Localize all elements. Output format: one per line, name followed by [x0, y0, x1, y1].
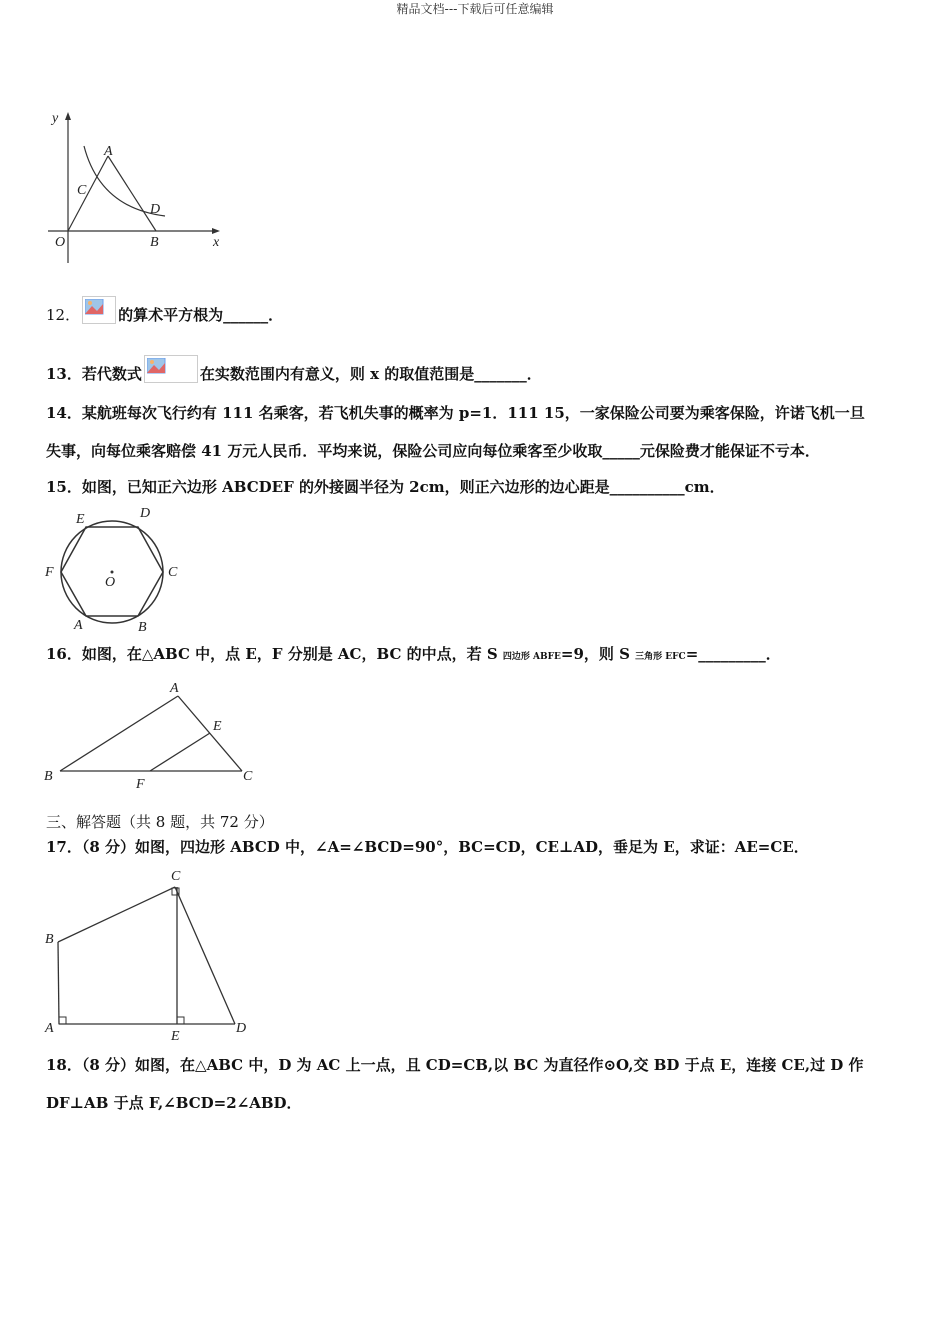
- page-header: 精品文档---下载后可任意编辑: [396, 2, 554, 16]
- label-A: A: [74, 618, 83, 633]
- label-O: O: [55, 235, 66, 250]
- label-B: B: [44, 769, 53, 784]
- label-F: F: [45, 565, 54, 580]
- q16-part1: 16．如图，在△ABC 中，点 E，F 分别是 AC，BC 的中点，若 S: [46, 645, 503, 663]
- q13-number: 13．若代数式: [46, 365, 142, 383]
- question-16: [46, 643, 781, 664]
- label-D: D: [150, 202, 161, 217]
- label-D: D: [236, 1021, 247, 1036]
- label-C: C: [171, 869, 181, 884]
- q16-part3: =_________．: [685, 645, 781, 663]
- figure-hyperbola: [40, 108, 230, 268]
- figure-triangle: [40, 676, 270, 796]
- label-B: B: [150, 235, 159, 250]
- question-12: [46, 296, 283, 325]
- section-heading: 三、解答题（共 8 题，共 72 分）: [46, 813, 274, 831]
- label-B: B: [138, 620, 147, 633]
- label-E: E: [76, 512, 85, 527]
- q16-part2: =9，则 S: [560, 645, 636, 663]
- label-E: E: [171, 1029, 180, 1044]
- label-F: F: [136, 777, 145, 792]
- label-D: D: [140, 506, 151, 521]
- label-O: O: [105, 575, 116, 590]
- image-placeholder-icon: [82, 296, 116, 324]
- figure-quadrilateral: [40, 862, 260, 1044]
- label-A: A: [45, 1021, 54, 1036]
- label-E: E: [213, 719, 222, 734]
- label-A: A: [170, 681, 179, 696]
- q12-text: 的算术平方根为______．: [118, 306, 284, 324]
- q12-number: 12．: [46, 306, 81, 324]
- question-14-line2: 失事，向每位乘客赔偿 41 万元人民币．平均来说，保险公司应向每位乘客至少收取_____元保险费才能保证不亏本．: [46, 442, 820, 460]
- question-14-line1: 14．某航班每次飞行约有 111 名乘客，若飞机失事的概率为 p=1．111 15，一家保险公司要为乘客保险，许诺飞机一旦: [46, 404, 865, 422]
- q13-text: 在实数范围内有意义，则 x 的取值范围是_______．: [199, 365, 542, 383]
- label-C: C: [168, 565, 178, 580]
- question-18-line2: DF⊥AB 于点 F,∠BCD=2∠ABD．: [46, 1094, 302, 1112]
- figure-hexagon: [40, 503, 190, 633]
- label-B: B: [45, 932, 54, 947]
- label-C: C: [243, 769, 253, 784]
- label-A: A: [104, 144, 113, 159]
- question-15: 15．如图，已知正六边形 ABCDEF 的外接圆半径为 2cm，则正六边形的边心距是__________cm．: [46, 478, 725, 496]
- question-13: [46, 355, 542, 384]
- q16-sub1: 四边形 ABFE: [502, 652, 561, 662]
- question-17: 17．（8 分）如图，四边形 ABCD 中，∠A=∠BCD=90°，BC=CD，CE⊥AD，垂足为 E，求证：AE=CE．: [46, 838, 809, 856]
- question-18-line1: 18．（8 分）如图，在△ABC 中，D 为 AC 上一点，且 CD=CB,以 BC 为直径作⊙O,交 BD 于点 E，连接 CE,过 D 作: [46, 1056, 864, 1074]
- label-x: x: [213, 235, 220, 250]
- label-y: y: [52, 111, 59, 126]
- image-placeholder-icon: [144, 355, 198, 383]
- q16-sub2: 三角形 EFC: [635, 652, 686, 662]
- label-C: C: [77, 183, 87, 198]
